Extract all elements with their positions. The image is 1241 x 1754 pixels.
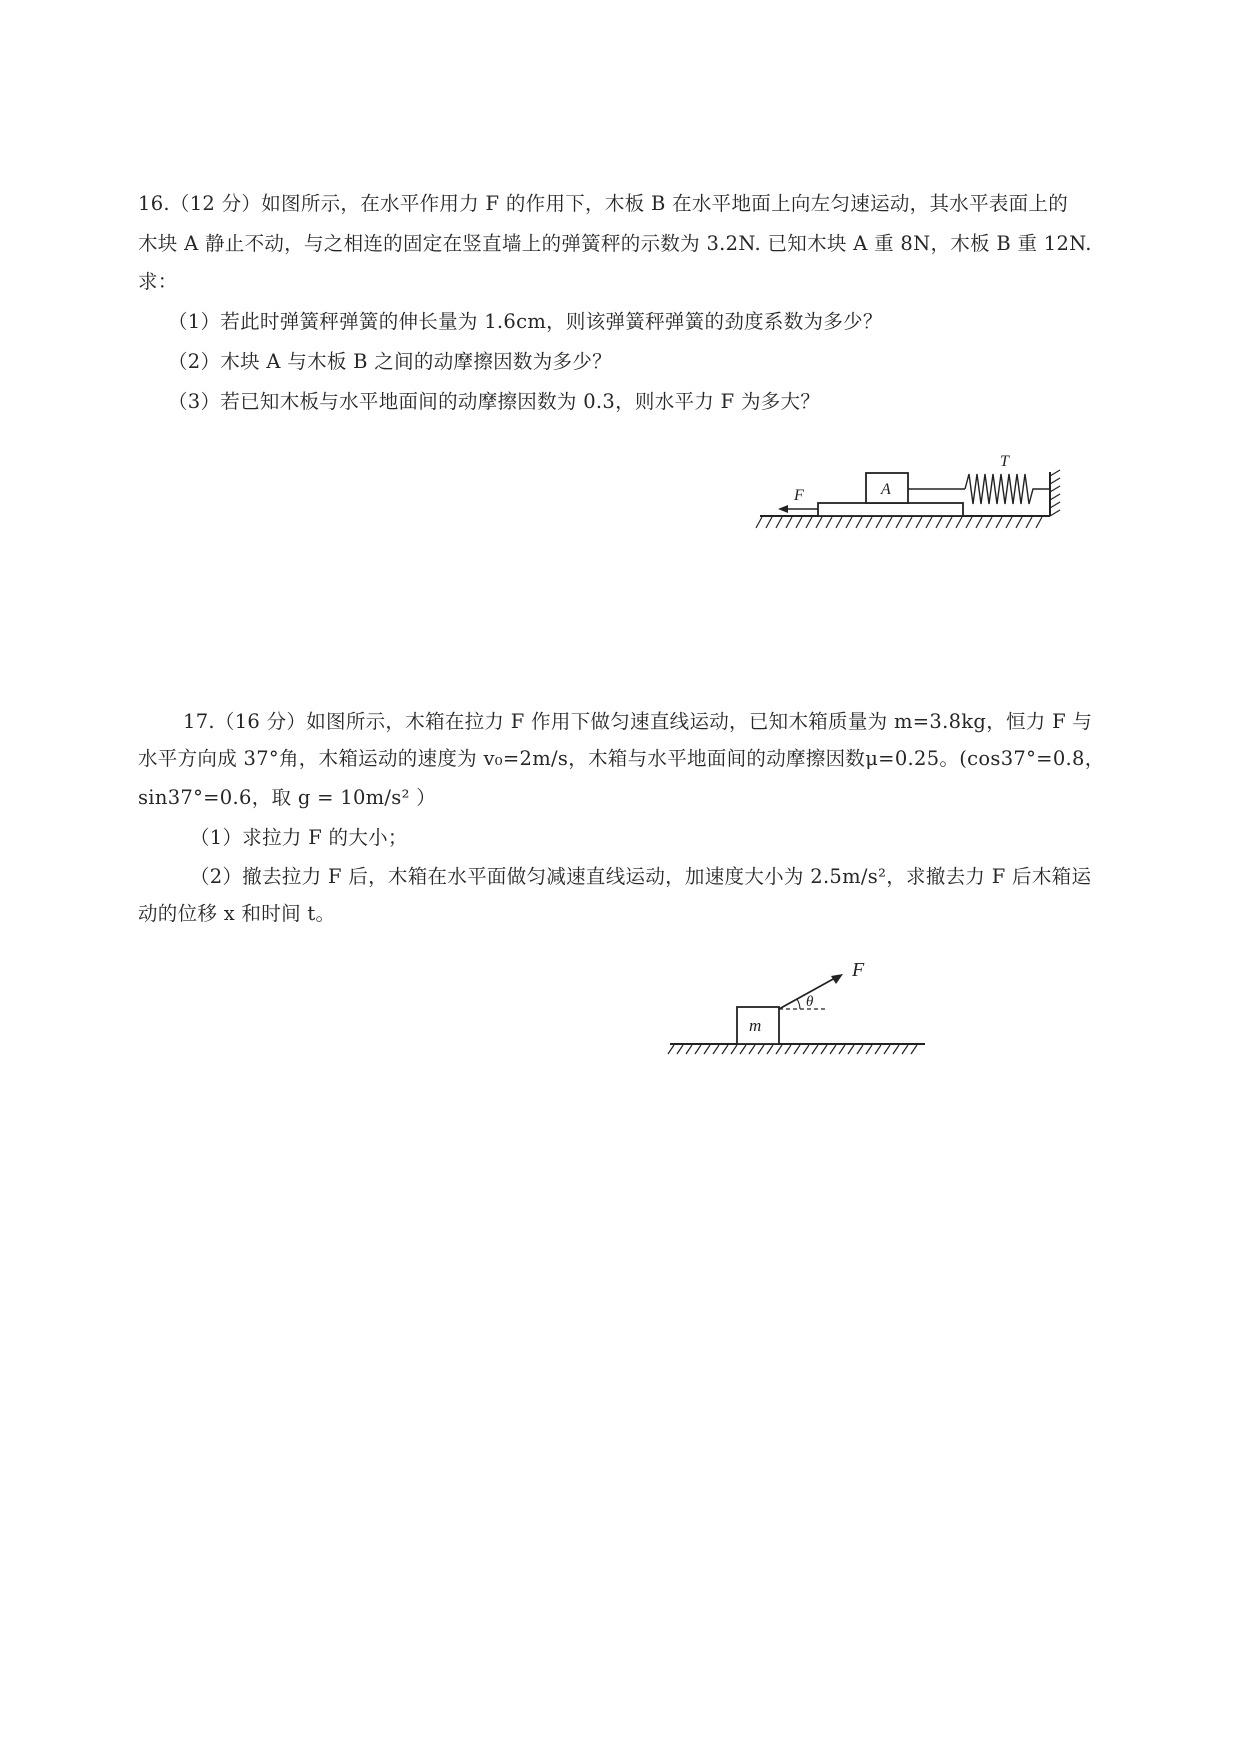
- label-m: m: [749, 1016, 762, 1035]
- q16-line-3: 求：: [138, 270, 178, 293]
- label-t: T: [1000, 453, 1009, 470]
- q16-part-3: （3）若已知木板与水平地面间的动摩擦因数为 0.3，则水平力 F 为多大？: [168, 390, 821, 413]
- spring: [965, 474, 1050, 504]
- q17-part-2: （2）撤去拉力 F 后，木箱在水平面做匀减速直线运动，加速度大小为 2.5m/s²，求撤去力 F 后木箱运: [190, 865, 1092, 888]
- label-f: F: [852, 959, 865, 981]
- q17-figure: [660, 950, 940, 1060]
- q17-part-1: （1）求拉力 F 的大小；: [190, 826, 408, 849]
- q16-line-1: 16.（12 分）如图所示，在水平作用力 F 的作用下，木板 B 在水平地面上向左匀速运动，其水平表面上的: [138, 192, 1069, 215]
- q16-figure: [750, 440, 1070, 540]
- q17-line-2: 水平方向成 37°角，木箱运动的速度为 v₀=2m/s，木箱与水平地面间的动摩擦因数μ=0.25。(cos37°=0.8，: [138, 747, 1105, 770]
- label-a: A: [881, 481, 891, 498]
- q17-line-3: sin37°=0.6，取 g = 10m/s² ）: [138, 786, 437, 809]
- q16-line-2: 木块 A 静止不动，与之相连的固定在竖直墙上的弹簧秤的示数为 3.2N. 已知木块 A 重 8N，木板 B 重 12N.: [138, 232, 1092, 255]
- q17-line-1: 17.（16 分）如图所示，木箱在拉力 F 作用下做匀速直线运动，已知木箱质量为 m=3.8kg，恒力 F 与: [183, 710, 1093, 733]
- q17-part-2b: 动的位移 x 和时间 t。: [138, 902, 336, 925]
- label-theta: θ: [806, 994, 814, 1010]
- label-f: F: [794, 487, 804, 504]
- board-b: [818, 503, 963, 516]
- q16-part-2: （2）木块 A 与木板 B 之间的动摩擦因数为多少？: [168, 350, 612, 373]
- q16-part-1: （1）若此时弹簧秤弹簧的伸长量为 1.6cm，则该弹簧秤弹簧的劲度系数为多少？: [168, 310, 883, 333]
